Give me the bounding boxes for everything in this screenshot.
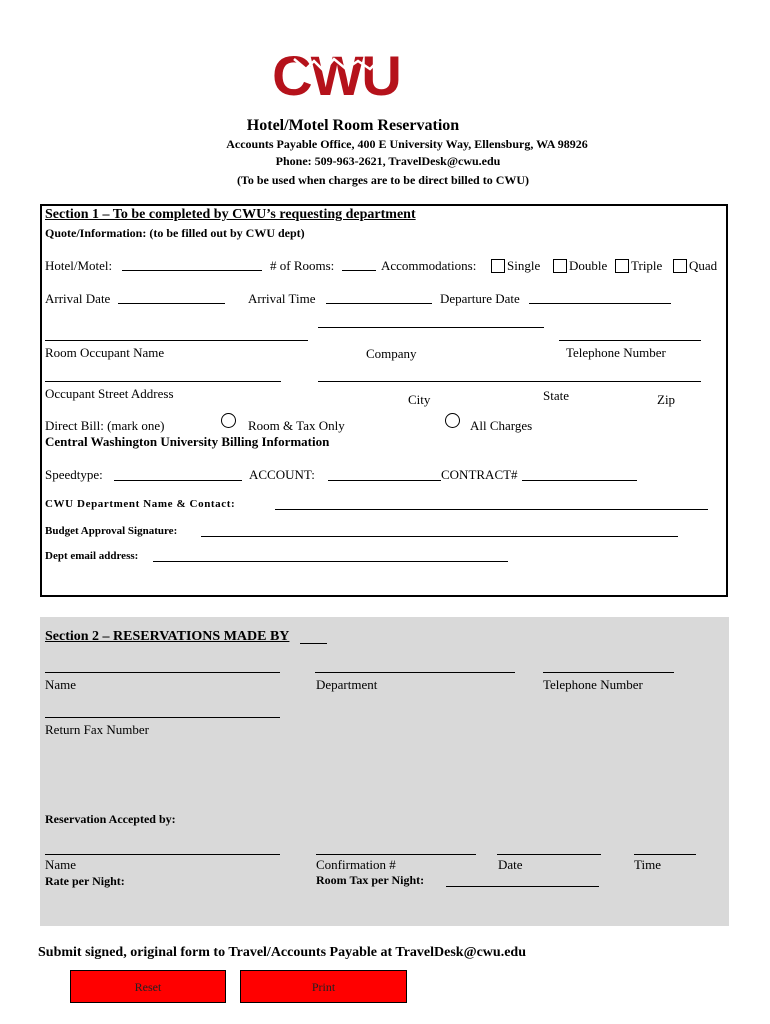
cwu-logo xyxy=(254,47,419,103)
reserver-telephone-field[interactable] xyxy=(543,672,674,673)
email-field[interactable] xyxy=(153,561,508,562)
account-label: ACCOUNT: xyxy=(249,467,315,482)
arrival-time-label: Arrival Time xyxy=(248,291,316,306)
hotel-field[interactable] xyxy=(122,270,262,271)
dept-contact-label: CWU Department Name & Contact: xyxy=(45,498,236,510)
confirmation-label: Confirmation # xyxy=(316,857,396,872)
all-charges-label: All Charges xyxy=(470,418,533,433)
office-address: Accounts Payable Office, 400 E University Way, Ellensburg, WA 98926 xyxy=(226,137,588,151)
section-1-heading: Section 1 – To be completed by CWU’s requesting department xyxy=(45,207,416,222)
section-2-heading-underline xyxy=(300,643,327,644)
reserver-department-field[interactable] xyxy=(315,672,515,673)
direct-bill-label: Direct Bill: (mark one) xyxy=(45,418,165,433)
arrival-date-label: Arrival Date xyxy=(45,291,111,306)
zip-label: Zip xyxy=(657,392,676,407)
street-label: Occupant Street Address xyxy=(45,386,174,401)
print-button[interactable]: Print xyxy=(240,970,407,1003)
company-field[interactable] xyxy=(318,327,544,328)
reserver-name-label: Name xyxy=(45,677,77,692)
speedtype-field[interactable] xyxy=(114,480,242,481)
accepted-name-label: Name xyxy=(45,857,77,872)
budget-signature-field[interactable] xyxy=(201,536,678,537)
departure-date-label: Departure Date xyxy=(440,291,520,306)
reserver-department-label: Department xyxy=(316,677,378,692)
departure-date-field[interactable] xyxy=(529,303,671,304)
email-label: Dept email address: xyxy=(45,550,139,562)
reserver-name-field[interactable] xyxy=(45,672,280,673)
triple-checkbox[interactable] xyxy=(615,259,629,273)
company-label: Company xyxy=(366,346,417,361)
street-field[interactable] xyxy=(45,381,281,382)
time-label: Time xyxy=(634,857,661,872)
contract-field[interactable] xyxy=(522,480,637,481)
billing-note: (To be used when charges are to be direct billed to CWU) xyxy=(236,173,530,187)
account-field[interactable] xyxy=(328,480,441,481)
fax-field[interactable] xyxy=(45,717,280,718)
state-label: State xyxy=(543,388,569,403)
dept-contact-field[interactable] xyxy=(275,509,708,510)
single-checkbox[interactable] xyxy=(491,259,505,273)
room-tax-night-field[interactable] xyxy=(446,886,599,887)
city-label: City xyxy=(408,392,431,407)
telephone-field[interactable] xyxy=(559,340,701,341)
date-label: Date xyxy=(498,857,523,872)
quad-label: Quad xyxy=(689,258,718,273)
submit-instructions: Submit signed, original form to Travel/Accounts Payable at TravelDesk@cwu.edu xyxy=(38,945,526,960)
hotel-label: Hotel/Motel: xyxy=(45,258,113,273)
section-1-subheading: Quote/Information: (to be filled out by CWU dept) xyxy=(45,226,305,240)
arrival-time-field[interactable] xyxy=(326,303,432,304)
reserver-telephone-label: Telephone Number xyxy=(543,677,643,692)
time-field[interactable] xyxy=(634,854,696,855)
occupant-name-field[interactable] xyxy=(45,340,308,341)
room-tax-label: Room & Tax Only xyxy=(248,418,345,433)
rate-label: Rate per Night: xyxy=(45,874,125,888)
rooms-field[interactable] xyxy=(342,270,376,271)
double-checkbox[interactable] xyxy=(553,259,567,273)
date-field[interactable] xyxy=(497,854,601,855)
speedtype-label: Speedtype: xyxy=(45,467,103,482)
triple-label: Triple xyxy=(631,258,663,273)
contract-label: CONTRACT# xyxy=(441,467,518,482)
arrival-date-field[interactable] xyxy=(118,303,225,304)
accommodations-label: Accommodations: xyxy=(381,258,477,273)
room-tax-radio[interactable] xyxy=(221,413,236,428)
confirmation-field[interactable] xyxy=(316,854,476,855)
all-charges-radio[interactable] xyxy=(445,413,460,428)
section-2-heading: Section 2 – RESERVATIONS MADE BY xyxy=(45,629,290,644)
city-state-zip-field[interactable] xyxy=(318,381,701,382)
quad-checkbox[interactable] xyxy=(673,259,687,273)
budget-label: Budget Approval Signature: xyxy=(45,525,178,537)
accepted-name-field[interactable] xyxy=(45,854,280,855)
single-label: Single xyxy=(507,258,541,273)
form-title: Hotel/Motel Room Reservation xyxy=(246,117,460,134)
reset-button[interactable]: Reset xyxy=(70,970,226,1003)
office-phone: Phone: 509-963-2621, TravelDesk@cwu.edu xyxy=(275,154,501,168)
billing-heading: Central Washington University Billing Information xyxy=(45,434,330,449)
room-tax-night-label: Room Tax per Night: xyxy=(316,873,425,887)
telephone-label: Telephone Number xyxy=(566,345,666,360)
cwu-logo-text: CWU xyxy=(272,47,400,103)
accepted-by-label: Reservation Accepted by: xyxy=(45,812,176,826)
double-label: Double xyxy=(569,258,608,273)
occupant-label: Room Occupant Name xyxy=(45,345,165,360)
rooms-label: # of Rooms: xyxy=(270,258,335,273)
fax-label: Return Fax Number xyxy=(45,722,149,737)
